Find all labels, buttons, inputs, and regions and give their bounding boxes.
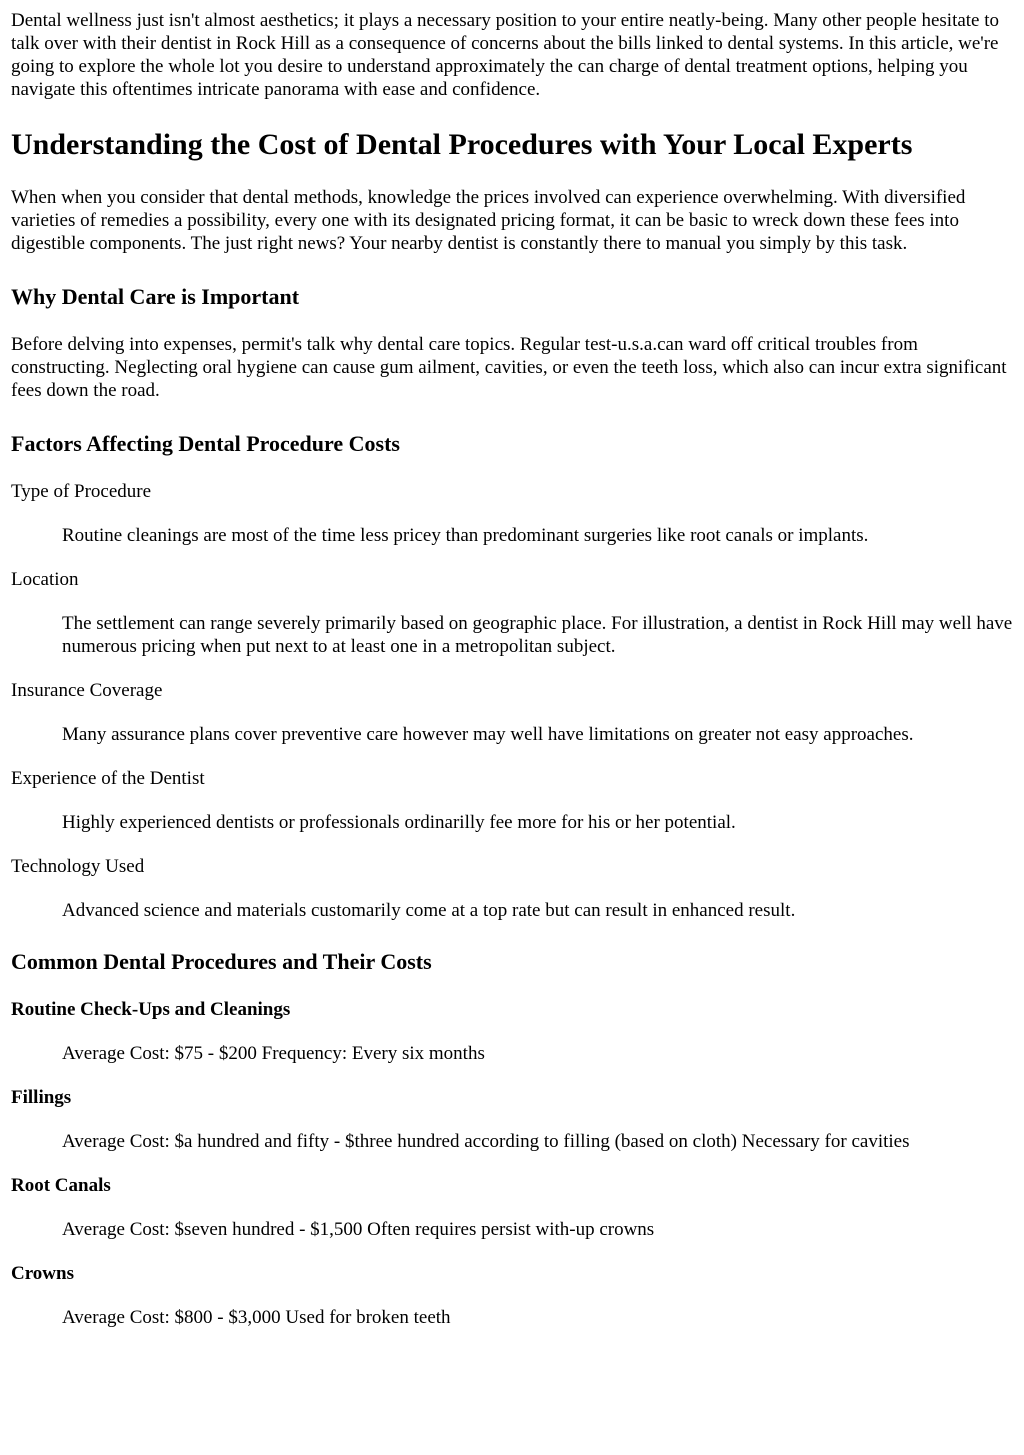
procedure-title: Root Canals [11, 1175, 111, 1196]
factor-term: Type of Procedure [11, 481, 152, 502]
procedure-description: Average Cost: $a hundred and fifty - $three hundred according to filling (based on cloth) Necessary for cavities [62, 1131, 910, 1152]
factor-description: The settlement can range severely primarily based on geographic place. For illustration, a dentist in Rock Hill may well have numerous pricing when put next to at least one in a metropolitan subject. [62, 613, 1013, 657]
procedure-title-wrap [11, 1174, 1013, 1197]
procedure-title: Crowns [11, 1263, 74, 1284]
factors-heading: Factors Affecting Dental Procedure Costs [11, 431, 400, 456]
factor-term: Technology Used [11, 856, 145, 877]
procedure-title-wrap [11, 1262, 1013, 1285]
procedure-title-wrap [11, 1086, 1013, 1109]
factor-term: Location [11, 569, 79, 590]
main-paragraph: When when you consider that dental methods, knowledge the prices involved can experience overwhelming. With diversified varieties of remedies a possibility, every one with its designated pricing format, it can be basic to wreck down these fees into digestible components. The just right news? Your nearby dentist is constantly there to manual you simply by this task. [11, 187, 966, 254]
procedures-heading-wrap [11, 948, 1013, 975]
procedures-list [11, 998, 1013, 1329]
factor-term: Experience of the Dentist [11, 768, 205, 789]
procedures-heading: Common Dental Procedures and Their Costs [11, 949, 432, 974]
factors-list [11, 480, 1013, 922]
main-heading: Understanding the Cost of Dental Procedures with Your Local Experts [11, 128, 913, 161]
article [0, 9, 1024, 1329]
procedure-description: Average Cost: $800 - $3,000 Used for broken teeth [62, 1307, 451, 1328]
procedure-description: Average Cost: $75 - $200 Frequency: Every six months [62, 1043, 485, 1064]
factor-description: Routine cleanings are most of the time less pricey than predominant surgeries like root canals or implants. [62, 525, 869, 546]
why-heading: Why Dental Care is Important [11, 284, 300, 309]
procedure-title: Routine Check-Ups and Cleanings [11, 999, 291, 1020]
factor-description: Many assurance plans cover preventive care however may well have limitations on greater not easy approaches. [62, 724, 914, 745]
factors-heading-wrap [11, 430, 1013, 457]
why-paragraph: Before delving into expenses, permit's talk why dental care topics. Regular test-u.s.a.can ward off critical troubles from constructing. Neglecting oral hygiene can cause gum ailment, cavities, or even the teeth loss, which also can incur extra significant fees down the road. [11, 334, 1007, 401]
why-section [11, 283, 1013, 310]
intro-paragraph: Dental wellness just isn't almost aesthetics; it plays a necessary position to your entire neatly-being. Many other people hesitate to talk over with their dentist in Rock Hill as a consequence of concerns about the bills linked to dental systems. In this article, we're going to explore the whole lot you desire to understand approximately the can charge of dental treatment options, helping you navigate this oftentimes intricate panorama with ease and confidence. [11, 10, 1000, 100]
procedure-title: Fillings [11, 1087, 72, 1108]
factor-term: Insurance Coverage [11, 680, 163, 701]
procedure-description: Average Cost: $seven hundred - $1,500 Often requires persist with-up crowns [62, 1219, 655, 1240]
procedure-title-wrap [11, 998, 1013, 1021]
factor-description: Advanced science and materials customarily come at a top rate but can result in enhanced result. [62, 900, 796, 921]
factor-description: Highly experienced dentists or professionals ordinarilly fee more for his or her potential. [62, 812, 736, 833]
